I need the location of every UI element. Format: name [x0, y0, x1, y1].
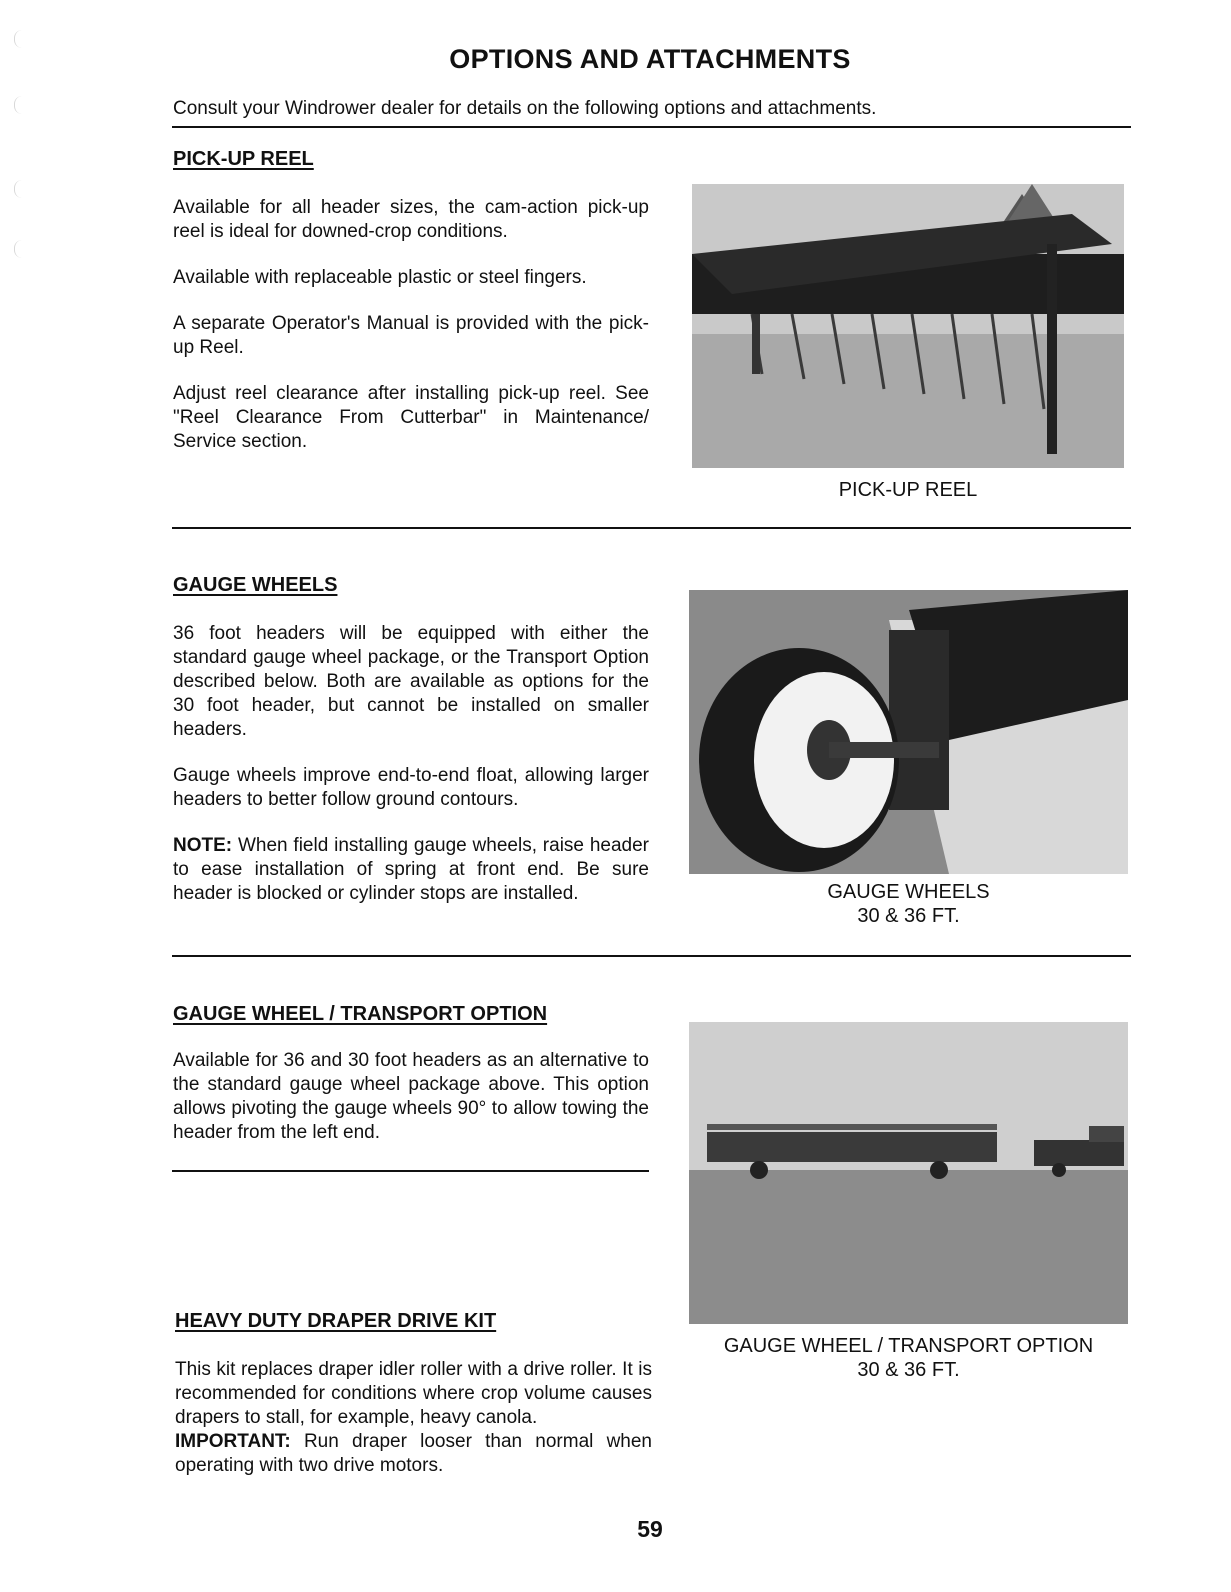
intro-text: Consult your Windrower dealer for details on the following options and attachments.	[173, 98, 877, 119]
binding-mark	[14, 240, 23, 258]
caption-line: 30 & 36 FT.	[857, 905, 960, 927]
important-text: Run draper looser than normal when operating with two drive motors.	[175, 1431, 652, 1476]
caption-line: GAUGE WHEELS	[827, 881, 990, 903]
paragraph: This kit replaces draper idler roller with a drive roller. It is recommended for conditions where crop volume causes drapers to stall, for example, heavy canola.	[175, 1359, 652, 1428]
note-label: NOTE:	[173, 835, 233, 856]
divider	[172, 955, 1131, 957]
note-text: When field installing gauge wheels, raise header to ease installation of spring at front end. Be sure header is blocked or cylinder stops are installed.	[173, 835, 649, 904]
gauge-wheels-photo	[689, 590, 1128, 874]
pickup-reel-caption: PICK-UP REEL	[838, 479, 978, 501]
paragraph: Gauge wheels improve end-to-end float, allowing larger headers to better follow ground contours.	[173, 765, 649, 810]
paragraph: Adjust reel clearance after installing pick-up reel. See "Reel Clearance From Cutterbar" in Maintenance/ Service section.	[173, 383, 649, 452]
gauge-wheels-caption	[689, 880, 1128, 928]
caption-line: GAUGE WHEEL / TRANSPORT OPTION	[723, 1335, 1094, 1357]
binding-mark	[14, 180, 23, 198]
divider	[172, 527, 1131, 529]
note-paragraph	[173, 834, 649, 906]
section-heading-pickup-reel: PICK-UP REEL	[173, 148, 314, 170]
paragraph: 36 foot headers will be equipped with either the standard gauge wheel package, or the Transport Option described below. Both are available as options for the 30 foot header, but cannot be installed on smaller headers.	[173, 623, 649, 740]
section-heading-draper-kit: HEAVY DUTY DRAPER DRIVE KIT	[175, 1310, 497, 1332]
important-label: IMPORTANT:	[175, 1431, 291, 1452]
section-heading-gauge-wheels: GAUGE WHEELS	[173, 574, 338, 596]
paragraph: Available for all header sizes, the cam-action pick-up reel is ideal for downed-crop conditions.	[173, 197, 649, 242]
paragraph: A separate Operator's Manual is provided with the pick-up Reel.	[173, 313, 649, 358]
caption-line: 30 & 36 FT.	[857, 1359, 960, 1381]
page-title: OPTIONS AND ATTACHMENTS	[449, 44, 851, 74]
paragraph: Available with replaceable plastic or steel fingers.	[173, 267, 587, 288]
binding-mark	[14, 96, 23, 114]
important-paragraph	[175, 1430, 652, 1478]
divider	[172, 126, 1131, 128]
divider	[172, 1170, 649, 1172]
transport-option-text	[173, 1049, 649, 1167]
transport-option-photo	[689, 1022, 1128, 1324]
transport-option-caption	[689, 1334, 1128, 1382]
pickup-reel-text	[173, 196, 649, 476]
page-number: 59	[637, 1516, 663, 1542]
gauge-wheels-text	[173, 622, 649, 928]
paragraph: Available for 36 and 30 foot headers as an alternative to the standard gauge wheel package above. This option allows pivoting the gauge wheels 90° to allow towing the header from the left end.	[173, 1050, 649, 1143]
draper-kit-text	[175, 1358, 652, 1478]
section-heading-transport-option: GAUGE WHEEL / TRANSPORT OPTION	[173, 1003, 548, 1025]
pickup-reel-photo	[692, 184, 1124, 468]
